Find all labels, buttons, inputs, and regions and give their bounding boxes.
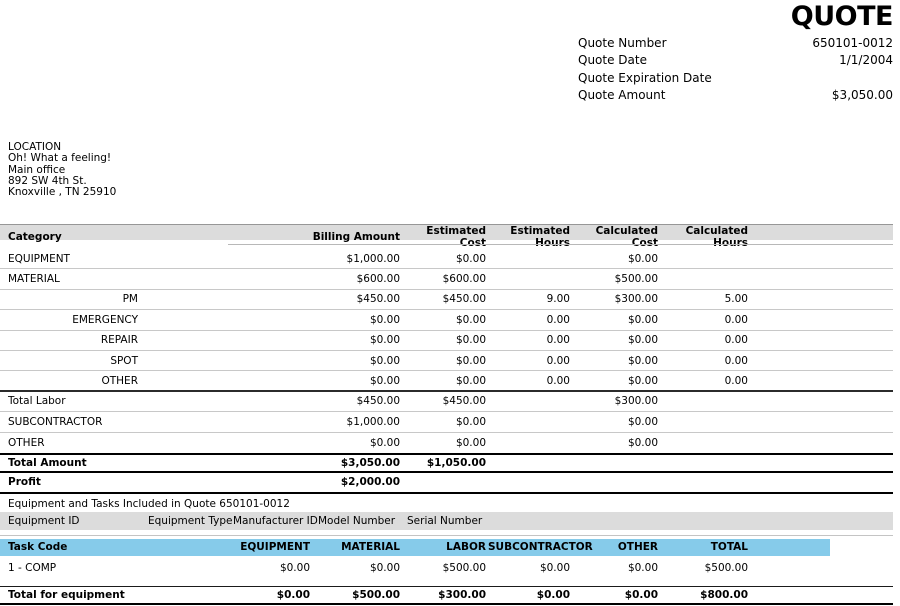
row-billing: $450.00 (356, 395, 400, 408)
task-subcontractor: $0.00 (539, 561, 570, 574)
header-equipment-id: Equipment ID (8, 514, 80, 527)
quote-expiration-label: Quote Expiration Date (578, 70, 712, 85)
task-table-header (0, 539, 830, 556)
row-category: OTHER (8, 436, 45, 449)
row-category: EQUIPMENT (8, 252, 70, 265)
table-row-labor (0, 310, 893, 330)
row-est-cost: $450.00 (442, 395, 486, 408)
row-billing: $600.00 (356, 273, 400, 286)
row-calc-cost: $0.00 (627, 436, 658, 449)
header-task-code: Task Code (8, 541, 68, 554)
row-est-cost: $0.00 (455, 313, 486, 326)
total-subcontractor: $0.00 (536, 588, 570, 601)
row-billing: $0.00 (369, 313, 400, 326)
total-label: Total for equipment (8, 588, 125, 601)
table-row-labor (0, 371, 893, 391)
task-material: $0.00 (369, 561, 400, 574)
row-est-cost: $0.00 (455, 252, 486, 265)
table-row (0, 249, 893, 269)
row-billing: $0.00 (369, 354, 400, 367)
location-block (8, 142, 116, 198)
quote-info-row (578, 36, 893, 53)
header-category: Category (8, 231, 62, 243)
quote-number-value: 650101-0012 (812, 36, 893, 50)
row-est-cost: $600.00 (442, 273, 486, 286)
header-model-number: Model Number (318, 514, 396, 527)
task-table (0, 535, 893, 605)
row-billing: $1,000.00 (346, 252, 400, 265)
header-estimated-cost: Estimated Cost (426, 225, 486, 249)
table-row (0, 412, 893, 432)
row-est-cost: $0.00 (455, 374, 486, 387)
row-calc-cost: $0.00 (627, 354, 658, 367)
table-row (0, 433, 893, 453)
row-calc-cost: $0.00 (627, 313, 658, 326)
total-total: $800.00 (700, 588, 748, 601)
table-row (0, 269, 893, 289)
row-category: SPOT (110, 354, 138, 367)
quote-info-row (578, 71, 893, 88)
row-calc-cost: $300.00 (614, 293, 658, 306)
task-table-gap (0, 578, 893, 586)
quote-date-label: Quote Date (578, 53, 647, 68)
table-row-total-labor (0, 392, 893, 412)
quote-info-row (578, 53, 893, 70)
quote-amount-label: Quote Amount (578, 88, 666, 103)
row-est-hours: 0.00 (546, 313, 570, 326)
row-category: Profit (8, 476, 41, 489)
row-est-cost: $1,050.00 (426, 457, 486, 470)
task-total: $500.00 (704, 561, 748, 574)
location-street: 892 SW 4th St. (8, 174, 87, 187)
table-row-total-amount (0, 453, 893, 473)
task-row (0, 558, 893, 578)
header-equipment: EQUIPMENT (240, 541, 310, 554)
row-category: MATERIAL (8, 273, 60, 286)
task-equipment: $0.00 (279, 561, 310, 574)
row-calc-hours: 0.00 (724, 313, 748, 326)
row-billing: $0.00 (369, 374, 400, 387)
row-est-cost: $0.00 (455, 436, 486, 449)
total-other: $0.00 (624, 588, 658, 601)
row-category: OTHER (101, 374, 138, 387)
row-billing: $450.00 (356, 293, 400, 306)
header-billing-amount: Billing Amount (312, 231, 400, 243)
row-calc-hours: 0.00 (724, 334, 748, 347)
table-row-labor (0, 331, 893, 351)
quote-title: QUOTE (790, 1, 893, 32)
quote-amount-value: $3,050.00 (831, 88, 893, 103)
summary-table (0, 224, 893, 494)
row-calc-cost: $500.00 (614, 273, 658, 286)
row-calc-hours: 0.00 (724, 374, 748, 387)
table-row-labor (0, 351, 893, 371)
header-subcontractor: SUBCONTRACTOR (488, 541, 593, 554)
row-category: Total Amount (8, 457, 87, 470)
location-heading: LOCATION (8, 141, 62, 153)
equipment-section-title: Equipment and Tasks Included in Quote 650101-0012 (8, 497, 290, 510)
quote-info-panel (578, 36, 893, 106)
header-divider (0, 240, 893, 249)
header-labor: LABOR (446, 541, 486, 554)
total-material: $500.00 (352, 588, 400, 601)
row-calc-cost: $0.00 (627, 252, 658, 265)
header-calculated-hours: Calculated Hours (685, 225, 748, 249)
location-city: Knoxville , TN 25910 (8, 186, 117, 199)
row-calc-cost: $0.00 (627, 415, 658, 428)
row-calc-hours: 0.00 (724, 354, 748, 367)
header-estimated-hours: Estimated Hours (510, 225, 570, 249)
quote-info-row (578, 88, 893, 105)
row-category: SUBCONTRACTOR (8, 415, 103, 428)
location-office: Main office (8, 163, 66, 176)
table-row-labor (0, 290, 893, 310)
row-calc-cost: $300.00 (614, 395, 658, 408)
row-billing: $0.00 (369, 334, 400, 347)
row-billing: $1,000.00 (346, 415, 400, 428)
row-category: Total Labor (8, 395, 66, 408)
header-calculated-cost: Calculated Cost (595, 225, 658, 249)
row-billing: $3,050.00 (340, 457, 400, 470)
header-equipment-type: Equipment Type (148, 514, 233, 527)
row-calc-cost: $0.00 (627, 334, 658, 347)
header-other: OTHER (617, 541, 658, 554)
equipment-table-header (0, 512, 893, 530)
row-category: EMERGENCY (72, 313, 138, 326)
header-serial-number: Serial Number (407, 514, 483, 527)
summary-table-header (0, 224, 893, 249)
quote-date-value: 1/1/2004 (839, 53, 893, 68)
total-labor: $300.00 (438, 588, 486, 601)
row-est-cost: $0.00 (455, 354, 486, 367)
task-labor: $500.00 (442, 561, 486, 574)
row-billing: $2,000.00 (340, 476, 400, 489)
row-est-hours: 0.00 (546, 354, 570, 367)
row-est-cost: $0.00 (455, 334, 486, 347)
task-total-row (0, 586, 893, 605)
header-total: TOTAL (710, 541, 748, 554)
header-manufacturer-id: Manufacturer ID (233, 514, 318, 527)
quote-number-label: Quote Number (578, 36, 667, 50)
row-est-cost: $450.00 (442, 293, 486, 306)
row-est-hours: 9.00 (546, 293, 570, 306)
row-category: PM (122, 293, 138, 306)
row-est-hours: 0.00 (546, 374, 570, 387)
total-equipment: $0.00 (276, 588, 310, 601)
row-calc-cost: $0.00 (627, 374, 658, 387)
location-name: Oh! What a feeling! (8, 152, 112, 165)
row-est-hours: 0.00 (546, 334, 570, 347)
quote-report (0, 224, 893, 605)
row-calc-hours: 5.00 (724, 293, 748, 306)
row-category: REPAIR (100, 334, 138, 347)
row-est-cost: $0.00 (455, 415, 486, 428)
task-code: 1 - COMP (8, 561, 57, 574)
task-other: $0.00 (627, 561, 658, 574)
table-row-profit (0, 473, 893, 493)
header-material: MATERIAL (341, 541, 400, 554)
row-billing: $0.00 (369, 436, 400, 449)
